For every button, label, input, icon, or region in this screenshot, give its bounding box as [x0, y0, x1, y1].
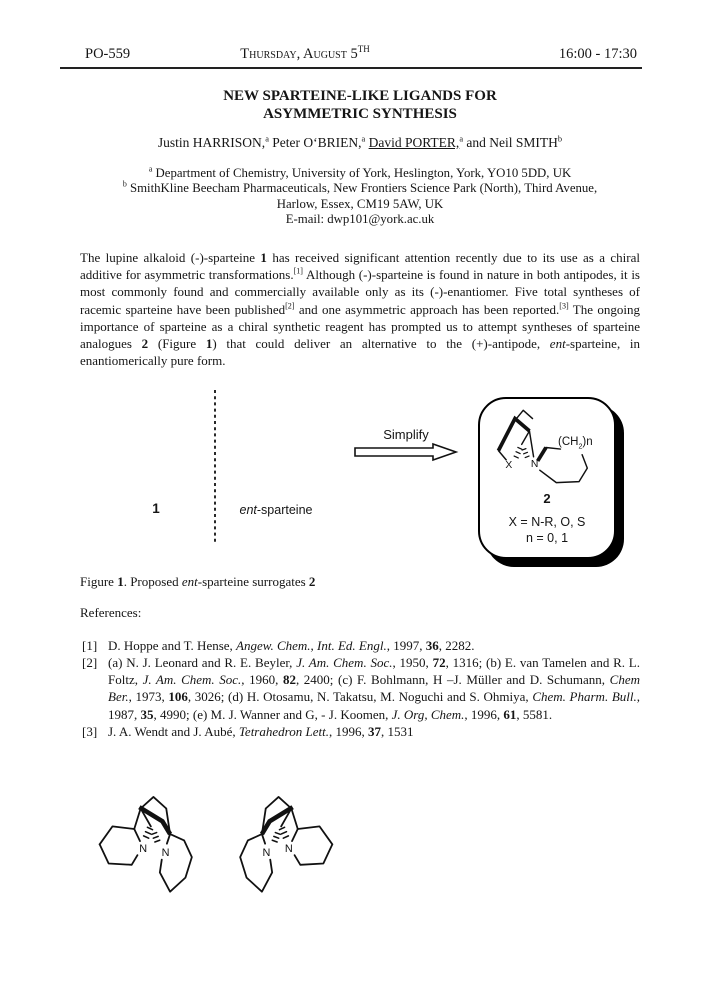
surrogate-structure-box	[478, 397, 616, 559]
reference-text: J. A. Wendt and J. Aubé, Tetrahedron Lett., 1996, 37, 1531	[108, 723, 414, 739]
reference-number: [2]	[82, 654, 98, 670]
session-code: PO-559	[85, 46, 131, 62]
affiliation-b-line2: Harlow, Essex, CM19 5AW, UK	[276, 196, 444, 211]
session-day: Thursday, August 5TH	[240, 44, 370, 62]
reference-number: [3]	[82, 723, 98, 739]
n-definition: n = 0, 1	[525, 530, 569, 545]
affiliation-a: $^a$ Department of Chemistry, University of York, Heslington, York, YO10 5DD, UK	[148, 164, 572, 180]
reference-item	[82, 637, 640, 654]
structure-sparteine-1	[92, 788, 220, 916]
x-definition: X = N-R, O, S	[508, 514, 586, 529]
figure-caption: Figure 1. Proposed ent-sparteine surrogates 2	[80, 573, 316, 589]
x-atom-label: X	[505, 459, 513, 471]
mirror-divider-dashed-line	[212, 390, 218, 542]
ent-sparteine-label: ent-sparteine	[239, 502, 313, 517]
structure-ent-sparteine	[212, 788, 340, 916]
ch2-n-label: $(CH_2)n$	[558, 435, 593, 450]
reference-item	[82, 723, 640, 740]
nitrogen-atom-label: N	[530, 458, 539, 470]
page-header	[60, 46, 642, 69]
nitrogen-atom-label: N	[161, 846, 170, 859]
references-heading: References:	[80, 604, 142, 620]
compound-2-label: 2	[543, 490, 551, 506]
simplify-arrow	[353, 442, 458, 462]
affiliations	[80, 166, 640, 228]
email-line: E-mail: dwp101@york.ac.uk	[285, 212, 435, 227]
references-list	[80, 637, 640, 740]
abstract-paragraph: The lupine alkaloid (-)-sparteine 1 has received significant attention recently due to its use as a chiral additive for asymmetric transformations.[1] Although (-)-sparteine is found in nature in both antipodes, it is most commonly found and commercially available only as its (-)-enantiomer. Five total syntheses of racemic sparteine have been published[2] and one asymmetric approach has been reported.[3] The ongoing importance of sparteine as a chiral synthetic reagent has prompted us to attempt syntheses of sparteine analogues 2 (Figure 1) that could deliver an alternative to the (+)-antipode, ent-sparteine, in enantiomerically pure form.	[80, 249, 640, 369]
paper-title	[80, 88, 640, 123]
reference-number: [1]	[82, 637, 98, 653]
affiliation-b: $^b$ SmithKline Beecham Pharmaceuticals, New Frontiers Science Park (North), Third Avenue,	[122, 180, 598, 196]
reference-item	[82, 654, 640, 723]
reference-text: D. Hoppe and T. Hense, Angew. Chem., Int. Ed. Engl., 1997, 36, 2282.	[108, 637, 475, 653]
paper-title-line2: ASYMMETRIC SYNTHESIS	[263, 105, 457, 122]
authors-line: Justin HARRISON,$^a$ Peter O‘BRIEN,$^a$ David PORTER,$^a$ and Neil SMITH$^b$	[157, 134, 563, 150]
reference-text: (a) N. J. Leonard and R. E. Beyler, J. Am. Chem. Soc., 1950, 72, 1316; (b) E. van Tamelen and R. L. Foltz, J. Am. Chem. Soc., 1960, 82, 2400; (c) F. Bohlmann, H –J. Müller and D. Schumann, Chem Ber., 1973, 106, 3026; (d) H. Otosamu, N. Takatsu, M. Noguchi and S. Ohmiya, Chem. Pharm. Bull., 1987, 35, 4990; (e) M. J. Wanner and G, - J. Koomen, J. Org, Chem., 1996, 61, 5581.	[108, 654, 640, 722]
nitrogen-atom-label: N	[139, 842, 148, 855]
nitrogen-atom-label: N	[262, 846, 271, 859]
compound-1-label: 1	[152, 500, 160, 516]
simplify-arrow-label: Simplify	[383, 426, 429, 442]
nitrogen-atom-label: N	[284, 842, 293, 855]
paper-title-line1: NEW SPARTEINE-LIKE LIGANDS FOR	[223, 88, 497, 104]
session-time: 16:00 - 17:30	[558, 46, 637, 62]
